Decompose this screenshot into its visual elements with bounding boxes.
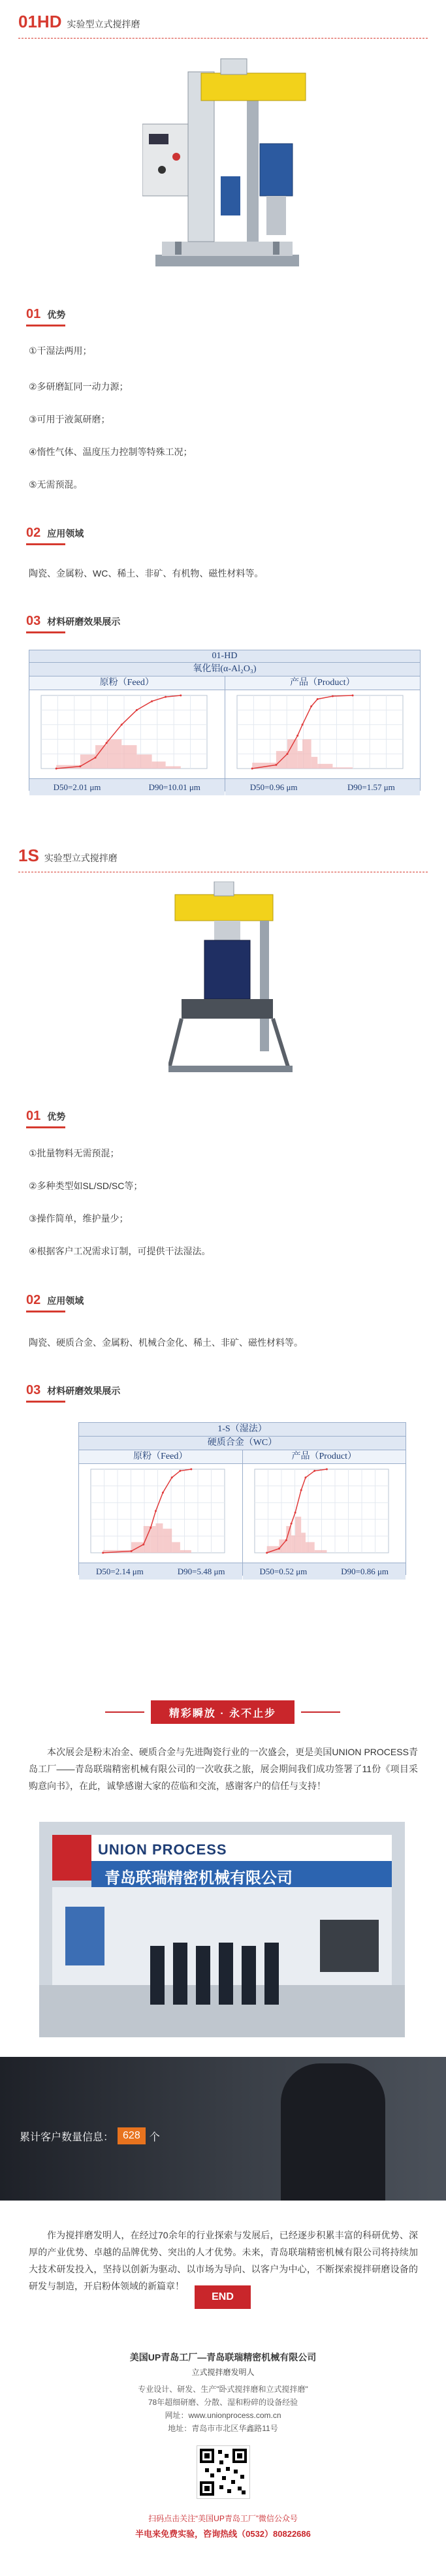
- distribution-bar: [106, 739, 121, 769]
- psd-plot-product: [243, 1464, 406, 1559]
- psd-chart-1s: [78, 1422, 406, 1575]
- section-rule: [26, 1401, 65, 1403]
- psd-chart-01hd: [29, 650, 421, 791]
- model-code: 1S: [18, 846, 39, 865]
- model-title-1s: [18, 846, 118, 866]
- title-divider: [18, 38, 428, 39]
- data-point: [162, 1491, 164, 1493]
- data-point: [290, 1523, 292, 1525]
- distribution-bar: [302, 739, 311, 769]
- panel-footer: [243, 1563, 406, 1580]
- data-point: [190, 1469, 192, 1471]
- distribution-bar: [121, 745, 136, 769]
- model-code: 01HD: [18, 12, 62, 31]
- data-point: [266, 1552, 268, 1554]
- advantage-item: ⑤无需预混。: [29, 479, 83, 490]
- data-point: [131, 1550, 133, 1552]
- data-point: [102, 1552, 104, 1554]
- highlight-banner: 精彩瞬放 · 永不止步: [151, 1700, 295, 1724]
- section-label: 优势: [47, 1111, 66, 1122]
- model-subtitle: 实验型立式搅拌磨: [44, 853, 118, 863]
- applications-text: 陶瓷、硬质合金、金属粉、机械合金化、稀土、非矿、磁性材料等。: [29, 1337, 303, 1348]
- machine-1s-image: [168, 882, 293, 1077]
- panel-title: 产品（Product）: [243, 1450, 406, 1464]
- data-point: [304, 1476, 306, 1478]
- advantage-item: ①批量物料无需预混；: [29, 1148, 119, 1158]
- data-point: [294, 1512, 296, 1514]
- exhibition-paragraph: 本次展会是粉末冶金、硬质合金与先进陶瓷行业的一次盛会，更是美国UNION PROCESS青岛工厂——青岛联瑞精密机械有限公司的一次收获之旅，展会期间我们成功签署了11份《项目采购意向书》，在此，诚挚感谢大家的莅临和交流，感谢客户的信任与支持！: [29, 1747, 418, 1791]
- customer-counter-banner: [0, 2057, 446, 2201]
- distribution-bar: [95, 745, 106, 769]
- applications-header: [26, 526, 84, 541]
- advantage-item: ④惰性气体、温度压力控制等特殊工况；: [29, 447, 193, 457]
- person-silhouette: [281, 2063, 385, 2201]
- distribution-bar: [166, 766, 181, 769]
- section-label: 应用领域: [47, 528, 84, 539]
- distribution-bar: [332, 767, 353, 769]
- advantage-item: ②多种类型如SL/SD/SC等；: [29, 1181, 143, 1191]
- effect-header: [26, 1383, 120, 1398]
- panel-title: 原粉（Feed）: [79, 1450, 242, 1464]
- data-point: [301, 724, 303, 725]
- title-divider: [18, 872, 428, 873]
- data-point: [286, 753, 288, 755]
- section-number: 02: [26, 526, 41, 540]
- data-point: [151, 700, 153, 702]
- data-point: [251, 768, 253, 770]
- section-rule: [26, 543, 65, 545]
- data-point: [325, 1469, 327, 1471]
- data-point: [121, 724, 123, 725]
- chart-header-model: 01-HD: [29, 650, 420, 663]
- model-subtitle: 实验型立式搅拌磨: [67, 19, 140, 29]
- section-rule: [26, 1311, 65, 1312]
- section-number: 03: [26, 1383, 41, 1397]
- data-point: [106, 742, 108, 744]
- footer-company: 美国UP青岛工厂—青岛联瑞精密机械有限公司: [129, 2352, 317, 2362]
- distribution-bar: [297, 751, 302, 769]
- footer-follow: 扫码点击关注“美国UP青岛工厂”微信公众号: [148, 2514, 298, 2523]
- section-rule: [26, 631, 65, 633]
- section-number: 02: [26, 1293, 41, 1307]
- advantage-item: ④根据客户工况需求订制，可提供干法湿法。: [29, 1246, 211, 1256]
- data-point: [142, 1544, 144, 1546]
- section-number: 03: [26, 614, 41, 628]
- chart-header-model: 1-S（湿法）: [79, 1423, 406, 1437]
- data-point: [180, 695, 182, 697]
- d50-value: D50=0.52 μm: [259, 1566, 308, 1576]
- footer-tagline: 立式搅拌磨发明人: [191, 2368, 255, 2377]
- panel-footer: [79, 1563, 242, 1580]
- section-rule: [26, 325, 65, 326]
- chart-header-material: 氧化铝(α-Al₂O₃): [29, 663, 420, 676]
- distribution-bar: [172, 1542, 180, 1553]
- panel-title: 原粉（Feed）: [29, 676, 225, 690]
- footer-line2: 78年超细研磨、分散、湿和粉碎的设备经验: [148, 2398, 298, 2407]
- data-point: [155, 1510, 157, 1512]
- section-label: 材料研磨效果展示: [47, 616, 121, 627]
- d90-value: D90=10.01 μm: [148, 782, 200, 792]
- section-label: 材料研磨效果展示: [47, 1386, 121, 1396]
- advantages-header: [26, 1109, 65, 1124]
- chart-panel-feed: [79, 1450, 243, 1576]
- footer-address: 地址：青岛市市北区华鑫路11号: [168, 2424, 278, 2433]
- data-point: [165, 696, 167, 698]
- data-point: [313, 1470, 315, 1472]
- end-badge: END: [195, 2285, 251, 2309]
- psd-plot-product: [225, 690, 420, 775]
- booth-brand: UNION PROCESS: [98, 1841, 227, 1858]
- company-paragraph: 作为搅拌磨发明人，在经过70余年的行业探索与发展后，已经逐步积累丰富的科研优势、深厚的产业优势、卓越的品牌优势、突出的人才优势。未来，青岛联瑞精密机械有限公司将持续加大技术研发投入，坚持以创新为驱动、以市场为导向、以客户为中心，不断探索搅拌研磨设备的研发与制造，开启粉体领域的新篇章！: [29, 2230, 418, 2291]
- d50-value: D50=0.96 μm: [249, 782, 298, 792]
- panel-footer: [225, 778, 421, 795]
- footer-line1: 专业设计、研发、生产"卧式搅拌磨和立式搅拌磨": [138, 2385, 308, 2394]
- data-point: [296, 735, 298, 737]
- booth-sign: 青岛联瑞精密机械有限公司: [104, 1869, 293, 1887]
- chart-panel-product: [225, 676, 421, 791]
- section-rule: [26, 1126, 65, 1128]
- chart-panel-feed: [29, 676, 225, 791]
- panel-footer: [29, 778, 225, 795]
- chart-header-material: 硬质合金（WC）: [79, 1437, 406, 1450]
- applications-header: [26, 1293, 84, 1308]
- advantage-item: ①干湿法两用；: [29, 345, 92, 356]
- data-point: [171, 1476, 173, 1478]
- advantage-item: ②多研磨缸同一动力源；: [29, 381, 129, 392]
- psd-plot-feed: [29, 690, 224, 775]
- section-label: 应用领域: [47, 1296, 84, 1306]
- chart-panel-product: [243, 1450, 406, 1576]
- data-point: [95, 757, 97, 759]
- advantage-item: ③可用于液氮研磨；: [29, 414, 110, 424]
- distribution-bar: [152, 761, 166, 769]
- data-point: [56, 768, 57, 770]
- advantages-header: [26, 307, 65, 322]
- counter-row: [20, 2127, 160, 2144]
- data-point: [310, 705, 312, 707]
- section-number: 01: [26, 1109, 41, 1123]
- data-point: [179, 1470, 181, 1472]
- d90-value: D90=0.86 μm: [341, 1566, 389, 1576]
- data-point: [351, 695, 353, 697]
- model-title-01hd: [18, 12, 140, 32]
- distribution-bar: [301, 1533, 306, 1553]
- data-point: [316, 698, 318, 700]
- counter-value: 628: [118, 2127, 146, 2144]
- distribution-bar: [136, 754, 151, 769]
- distribution-bar: [314, 1550, 327, 1553]
- effect-header: [26, 614, 120, 629]
- machine-01hd-image: [142, 46, 312, 281]
- footer-hotline[interactable]: 半电来免费实验，咨询热线（0532）80822686: [135, 2529, 311, 2539]
- distribution-bar: [291, 1535, 295, 1553]
- advantage-item: ③操作简单，维护量少；: [29, 1213, 129, 1224]
- psd-plot-feed: [79, 1464, 242, 1559]
- distribution-bar: [311, 757, 317, 769]
- data-point: [285, 1539, 287, 1541]
- data-point: [150, 1527, 151, 1529]
- distribution-bar: [295, 1517, 301, 1553]
- distribution-bar: [317, 764, 332, 769]
- data-point: [300, 1489, 302, 1491]
- section-number: 01: [26, 307, 41, 321]
- data-point: [79, 765, 81, 767]
- d50-value: D50=2.01 μm: [53, 782, 101, 792]
- footer-website[interactable]: 网址：www.unionprocess.com.cn: [165, 2411, 281, 2420]
- section-label: 优势: [47, 310, 66, 320]
- distribution-bar: [151, 1526, 156, 1553]
- data-point: [136, 709, 138, 711]
- exhibition-booth-photo: [39, 1822, 405, 2037]
- distribution-bar: [155, 1523, 163, 1553]
- counter-label: 累计客户数量信息：: [20, 2131, 114, 2143]
- data-point: [275, 764, 277, 766]
- data-point: [331, 695, 333, 697]
- distribution-bar: [305, 1542, 314, 1553]
- counter-unit: 个: [149, 2131, 160, 2143]
- distribution-bar: [163, 1529, 172, 1553]
- d90-value: D90=5.48 μm: [177, 1566, 225, 1576]
- distribution-bar: [180, 1550, 191, 1553]
- panel-title: 产品（Product）: [225, 676, 421, 690]
- d90-value: D90=1.57 μm: [347, 782, 395, 792]
- applications-text: 陶瓷、金属粉、WC、稀土、非矿、有机物、磁性材料等。: [29, 568, 264, 579]
- data-point: [278, 1548, 279, 1550]
- distribution-bar: [287, 739, 297, 769]
- d50-value: D50=2.14 μm: [95, 1566, 144, 1576]
- qr-code[interactable]: [197, 2445, 250, 2499]
